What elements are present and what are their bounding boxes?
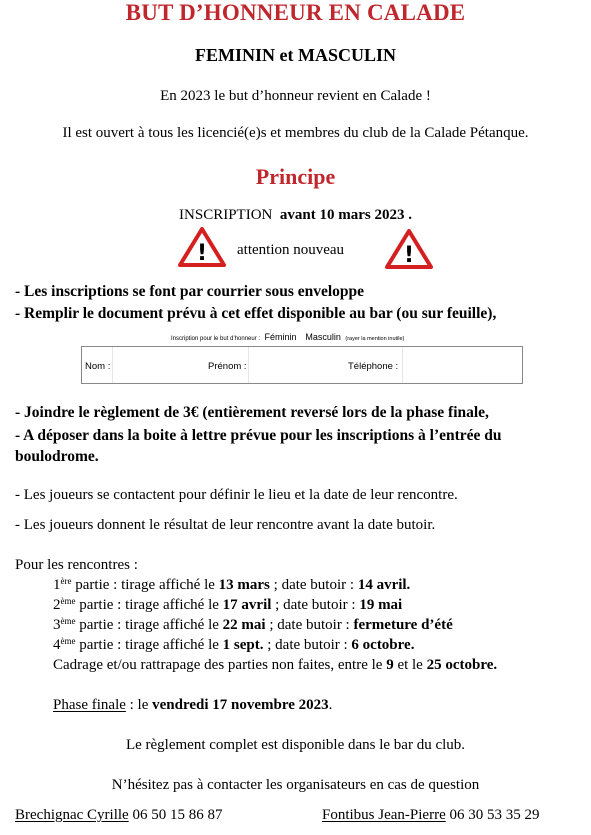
- round-text: partie : tirage affiché le: [75, 617, 223, 633]
- round-text: partie : tirage affiché le: [75, 597, 223, 613]
- round-text: ; date butoir :: [269, 577, 358, 593]
- warning-triangle-icon: [178, 227, 226, 267]
- cadrage-end: 25 octobre.: [426, 657, 498, 673]
- form-divider: [112, 347, 113, 383]
- form-divider: [248, 347, 249, 383]
- warning-mark: !: [196, 241, 208, 266]
- round-number: 3: [53, 617, 61, 633]
- reglement-note: Le règlement complet est disponible dans le bar du club.: [125, 737, 466, 753]
- round-deadline: 6 octobre.: [351, 637, 415, 653]
- phase-finale-line: [53, 697, 332, 714]
- form-field-telephone: Téléphone :: [348, 361, 399, 372]
- round-text: ; date butoir :: [263, 637, 352, 653]
- warning-mark: !: [403, 243, 415, 268]
- round-ordinal: ème: [60, 616, 76, 626]
- inscription-line: [0, 207, 591, 224]
- round-draw-date: 1 sept.: [222, 637, 264, 653]
- round-2: [53, 597, 402, 614]
- warning-triangle-icon: [385, 229, 433, 269]
- contact-1-name: Brechignac Cyrille: [15, 807, 129, 823]
- page-subtitle: FEMININ et MASCULIN: [195, 45, 396, 65]
- round-deadline: 19 mai: [359, 597, 403, 613]
- round-ordinal: ème: [60, 636, 76, 646]
- round-draw-date: 17 avril: [222, 597, 272, 613]
- phase-finale-label: Phase finale: [53, 697, 126, 713]
- intro-line-2: Il est ouvert à tous les licencié(e)s et membres du club de la Calade Pétanque.: [62, 125, 529, 141]
- contact-1: [15, 807, 222, 824]
- cadrage-text: Cadrage et/ou rattrapage des parties non faites, entre le: [53, 657, 387, 673]
- round-deadline: 14 avril.: [357, 577, 411, 593]
- form-field-nom: Nom :: [85, 361, 111, 372]
- section-heading-principe: Principe: [255, 164, 336, 189]
- round-text: ; date butoir :: [265, 617, 354, 633]
- rule-deposer: - A déposer dans la boite à lettre prévue pour les inscriptions à l’entrée du: [15, 427, 502, 444]
- round-3: [53, 617, 453, 634]
- round-number: 2: [53, 597, 61, 613]
- rule-remplir-document: - Remplir le document prévu à cet effet disponible au bar (ou sur feuille),: [15, 305, 497, 322]
- contact-1-phone: 06 50 15 86 87: [128, 807, 223, 823]
- round-ordinal: ère: [60, 576, 72, 586]
- rule-resultat: - Les joueurs donnent le résultat de leur rencontre avant la date butoir.: [15, 517, 436, 533]
- round-number: 1: [53, 577, 61, 593]
- form-caption-prefix: Inscription pour le but d’honneur :: [171, 336, 261, 342]
- registration-form-sample: [81, 346, 523, 384]
- inscription-deadline: avant 10 mars 2023 .: [279, 207, 412, 223]
- round-text: partie : tirage affiché le: [71, 577, 219, 593]
- round-draw-date: 13 mars: [218, 577, 270, 593]
- contact-note: N’hésitez pas à contacter les organisateurs en cas de question: [111, 777, 480, 793]
- form-divider: [402, 347, 403, 383]
- intro-line-1: En 2023 le but d’honneur revient en Calade !: [160, 88, 431, 104]
- form-option-masculin: Masculin: [305, 332, 341, 342]
- cadrage-start: 9: [386, 657, 394, 673]
- cadrage-line: [53, 657, 497, 674]
- contact-2-phone: 06 30 53 35 29: [445, 807, 540, 823]
- rule-contact-joueurs: - Les joueurs se contactent pour définir le lieu et la date de leur rencontre.: [15, 487, 458, 503]
- phase-finale-sep: : le: [125, 697, 153, 713]
- round-deadline: fermeture d’été: [353, 617, 453, 633]
- contact-2-name: Fontibus Jean-Pierre: [322, 807, 446, 823]
- round-draw-date: 22 mai: [222, 617, 266, 633]
- rule-deposer-cont: boulodrome.: [15, 448, 99, 465]
- rencontres-heading: Pour les rencontres :: [15, 557, 138, 573]
- round-number: 4: [53, 637, 61, 653]
- rule-reglement: - Joindre le règlement de 3€ (entièrement reversé lors de la phase finale,: [15, 404, 489, 421]
- phase-finale-end: .: [328, 697, 333, 713]
- form-option-feminin: Féminin: [264, 332, 297, 342]
- round-text: partie : tirage affiché le: [75, 637, 223, 653]
- attention-text: attention nouveau: [237, 242, 345, 258]
- phase-finale-date: vendredi 17 novembre 2023: [152, 697, 329, 713]
- round-1: [53, 577, 410, 594]
- cadrage-text: et le: [393, 657, 427, 673]
- form-caption-note: (rayer la mention inutile): [345, 336, 405, 342]
- round-text: ; date butoir :: [271, 597, 360, 613]
- round-ordinal: ème: [60, 596, 76, 606]
- round-4: [53, 637, 414, 654]
- form-caption: [171, 332, 404, 342]
- rule-courrier: - Les inscriptions se font par courrier sous enveloppe: [15, 283, 365, 300]
- inscription-label: INSCRIPTION: [179, 207, 273, 223]
- form-field-prenom: Prénom :: [208, 361, 247, 372]
- page-title: BUT D’HONNEUR EN CALADE: [125, 0, 466, 25]
- contact-2: [322, 807, 539, 824]
